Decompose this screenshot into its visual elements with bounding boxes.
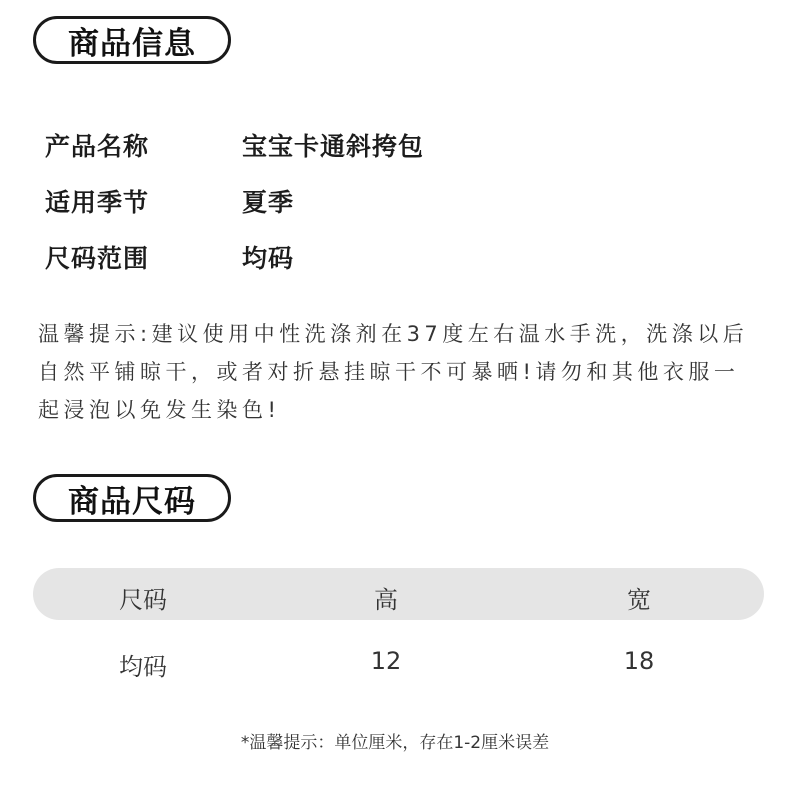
info-value: 宝宝卡通斜挎包: [242, 132, 425, 161]
info-label: 产品名称: [45, 132, 150, 161]
size-table-header-cell: 高: [374, 586, 398, 614]
product-info-title: 商品信息: [33, 16, 231, 64]
info-value: 夏季: [242, 188, 295, 217]
size-table-cell: 18: [623, 647, 655, 675]
product-size-title: 商品尺码: [33, 474, 231, 522]
info-row-size-range: [45, 240, 294, 274]
size-table-header-cell: 尺码: [119, 586, 167, 614]
info-value: 均码: [242, 244, 295, 273]
size-table-cell: 均码: [119, 653, 167, 681]
care-instructions: 温馨提示:建议使用中性洗涤剂在37度左右温水手洗，洗涤以后自然平铺晾干，或者对折悬挂晾干不可暴晒!请勿和其他衣服一起浸泡以免发生染色!: [38, 322, 749, 422]
info-label: 尺码范围: [45, 244, 150, 273]
size-table-cell: 12: [370, 647, 402, 675]
info-row-season: [45, 184, 294, 218]
size-table-header-cell: 宽: [627, 586, 651, 614]
info-label: 适用季节: [45, 188, 150, 217]
info-row-product-name: [45, 128, 424, 162]
size-footnote: *温馨提示：单位厘米，存在1-2厘米误差: [240, 733, 550, 753]
